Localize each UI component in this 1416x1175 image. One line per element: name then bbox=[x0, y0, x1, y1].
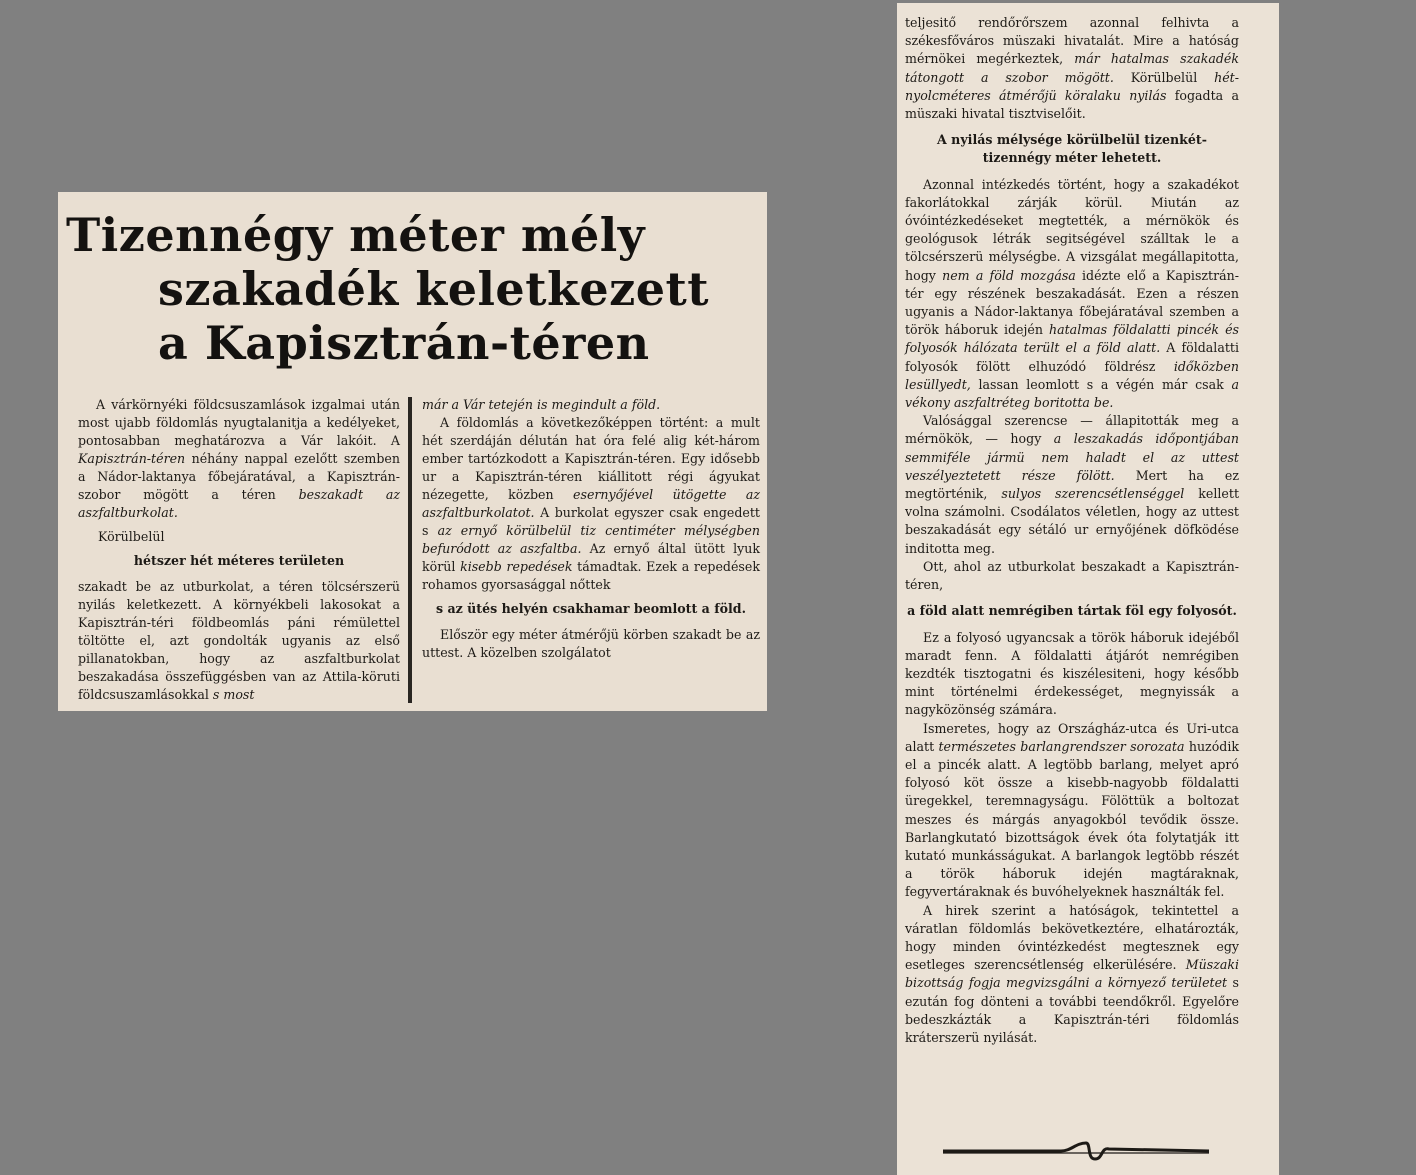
emphasis-text: a vékony aszfaltréteg boritotta be. bbox=[905, 376, 1239, 411]
text-run: s ezután fog dönteni a további teendőkről. Egyelőre bedeszkázták a Kapisztrán-téri földomlás kráterszerü nyilását. bbox=[905, 975, 1240, 1045]
emphasis-text: természetes barlangrendszer sorozata bbox=[938, 738, 1185, 754]
text-run: Mert ha ez megtörténik, bbox=[905, 467, 1239, 502]
text-run: A burkolat egyszer csak engedett s bbox=[422, 505, 760, 538]
text-run: kellett volna számolni. Csodálatos véletlen, hogy az uttest beszakadását egy sétáló ur ernyőjének döfködése inditotta meg. bbox=[905, 486, 1239, 556]
article-column-2 bbox=[422, 396, 760, 662]
emphasis-text: az ernyő körülbelül tiz centiméter mélységben befuródott az aszfaltba. bbox=[422, 523, 760, 556]
text-run: A földomlás a következőképpen történt: a mult hét szerdáján délután hat óra felé alig két-három ember tartózkodott a Kapisztrán-téren. Egy idősebb ur a Kapisztrán-téren kiállitott régi ágyukat nézegette, közben bbox=[422, 415, 760, 502]
emphasis-text: beszakadt az aszfaltburkolat. bbox=[78, 487, 400, 520]
paragraph bbox=[78, 578, 400, 704]
emphasis-text: nem a föld mozgása bbox=[942, 267, 1076, 283]
emphasis-text: a leszakadás időpontjában semmiféle jármü nem haladt el az uttest veszélyeztetett része fölött. bbox=[905, 431, 1240, 483]
paragraph bbox=[905, 720, 1239, 902]
text-run: A várkörnyéki földcsuszamlások izgalmai után most ujabb földomlás nyugtalanitja a kedélyeket, pontosabban meghatározva a Vár lakóit. A bbox=[78, 397, 400, 448]
end-of-article-ornament bbox=[941, 1139, 1211, 1163]
emphasis-text: hatalmas földalatti pincék és folyosók hálózata terült el a föld alatt. bbox=[905, 322, 1239, 356]
emphasis-text: s most bbox=[212, 687, 255, 702]
text-run: Azonnal intézkedés történt, hogy a szakadékot fakorlátokkal zárják körül. Miután az óvóintézkedéseket megtették, a mérnökök és geológusok létrák segitségével szálltak le a tölcsérszerü mélységbe. A vizsgálat megállapitotta, hogy bbox=[905, 176, 1239, 283]
emphasis-text: Kapisztrán-téren bbox=[78, 451, 186, 466]
headline-line-1: Tizennégy méter mély bbox=[66, 208, 646, 262]
paragraph: Először egy méter átmérőjü körben szakadt be az uttest. A közelben szolgálatot bbox=[422, 627, 760, 660]
subheading: A nyilás mélysége körülbelül tizenkét-tizennégy méter lehetett. bbox=[937, 132, 1207, 166]
emphasis-text: időközben lesüllyedt, bbox=[905, 358, 1239, 392]
subheading: a föld alatt nemrégiben tártak föl egy folyosót. bbox=[907, 603, 1237, 619]
paragraph: Ott, ahol az utburkolat beszakadt a Kapisztrán-téren, bbox=[905, 558, 1239, 593]
text-run: teljesitő rendőrőrszem azonnal felhivta a székesfőváros müszaki hivatalát. Mire a hatóság mérnökei megérkeztek, bbox=[905, 15, 1239, 67]
text-run: huzódik el a pincék alatt. A legtöbb barlang, melyet apró folyosó köt össze a kisebb-nagyobb földalatti üregekkel, teremnagyságu. Fölöttük a boltozat meszes és márgás anyagokból tevődik össze. Barlangkutató bizottságok évek óta folytatják itt kutató munkásságukat. A barlangok legtöbb részét a török háboruk idején magtáraknak, fegyvertáraknak és buvóhelyeknek használták fel. bbox=[905, 738, 1239, 900]
text-run: támadtak. Ezek a repedések rohamos gyorsasággal nőttek bbox=[422, 559, 760, 592]
article-clipping-right bbox=[897, 3, 1279, 1175]
text-run: idézte elő a Kapisztrán-tér egy részének beszakadását. Ezen a részen ugyanis a Nádor-laktanya főbejáratával szemben a török háboruk idején bbox=[905, 267, 1239, 338]
article-column-1 bbox=[78, 396, 400, 704]
emphasis-text: sulyos szerencsétlenséggel bbox=[1001, 486, 1185, 502]
headline-line-2: szakadék keletkezett bbox=[158, 262, 709, 316]
emphasis-text: esernyőjével ütögette az aszfaltburkolatot. bbox=[422, 487, 760, 520]
paragraph bbox=[422, 396, 760, 414]
article-column-3 bbox=[905, 14, 1239, 1047]
text-run: A hirek szerint a hatóságok, tekintettel a váratlan földomlás bekövetkeztére, elhatározták, hogy minden óvintézkedést megtesznek egy esetleges szerencsétlenség elkerülésére. bbox=[905, 902, 1239, 973]
subheading: s az ütés helyén csakhamar beomlott a föld. bbox=[435, 601, 746, 616]
paragraph: Ez a folyosó ugyancsak a török háboruk idejéből maradt fenn. A földalatti átjárót nemrégiben kezdték tisztogatni és kiszélesiteni, hogy később mint történelmi érdekességet, megnyissák a nagyközönség számára. bbox=[905, 629, 1239, 718]
text-run: A földalatti folyosók fölött elhuzódó földrész bbox=[905, 340, 1239, 374]
paragraph bbox=[422, 414, 760, 594]
text-run: fogadta a müszaki hivatal tisztviselőit. bbox=[905, 87, 1239, 122]
emphasis-text: kisebb repedések bbox=[460, 559, 573, 574]
text-run: Valósággal szerencse — állapitották meg a mérnökök, — hogy bbox=[905, 413, 1239, 447]
paragraph: Körülbelül bbox=[98, 529, 165, 544]
column-divider bbox=[408, 397, 412, 703]
emphasis-text: Müszaki bizottság fogja megvizsgálni a környező területet bbox=[905, 957, 1239, 991]
subheading: hétszer hét méteres területen bbox=[133, 553, 345, 568]
emphasis-text: már hatalmas szakadék tátongott a szobor mögött. bbox=[905, 51, 1239, 85]
headline-line-3: a Kapisztrán-téren bbox=[158, 316, 650, 370]
paragraph bbox=[905, 902, 1239, 1048]
paragraph bbox=[905, 14, 1239, 123]
paragraph bbox=[905, 176, 1239, 413]
article-clipping-left bbox=[58, 192, 767, 711]
emphasis-text: már a Vár tetején is megindult a föld. bbox=[422, 397, 661, 412]
paragraph bbox=[78, 396, 400, 522]
text-run: néhány nappal ezelőtt szemben a Nádor-laktanya főbejáratával, a Kapisztrán-szobor mögött a téren bbox=[78, 451, 400, 502]
text-run: lassan leomlott s a végén már csak bbox=[970, 376, 1232, 392]
emphasis-text: hét-nyolcméteres átmérőjü köralaku nyilás bbox=[905, 69, 1239, 103]
text-run: Ismeretes, hogy az Országház-utca és Uri-utca alatt bbox=[905, 720, 1239, 754]
text-run: szakadt be az utburkolat, a téren tölcsérszerü nyilás keletkezett. A környékbeli lakosokat a Kapisztrán-téri földbeomlás páni rémülettel töltötte el, azt gondolták ugyanis az első pillanatokban, hogy az aszfaltburkolat beszakadása összefüggésben van az Attila-köruti földcsuszamlásokkal bbox=[78, 579, 400, 702]
headline bbox=[66, 208, 766, 370]
ornament-stroke bbox=[943, 1143, 1209, 1159]
text-run: Az ernyő által ütött lyuk körül bbox=[422, 541, 760, 574]
paragraph bbox=[905, 412, 1239, 558]
text-run: Körülbelül bbox=[1113, 69, 1215, 85]
